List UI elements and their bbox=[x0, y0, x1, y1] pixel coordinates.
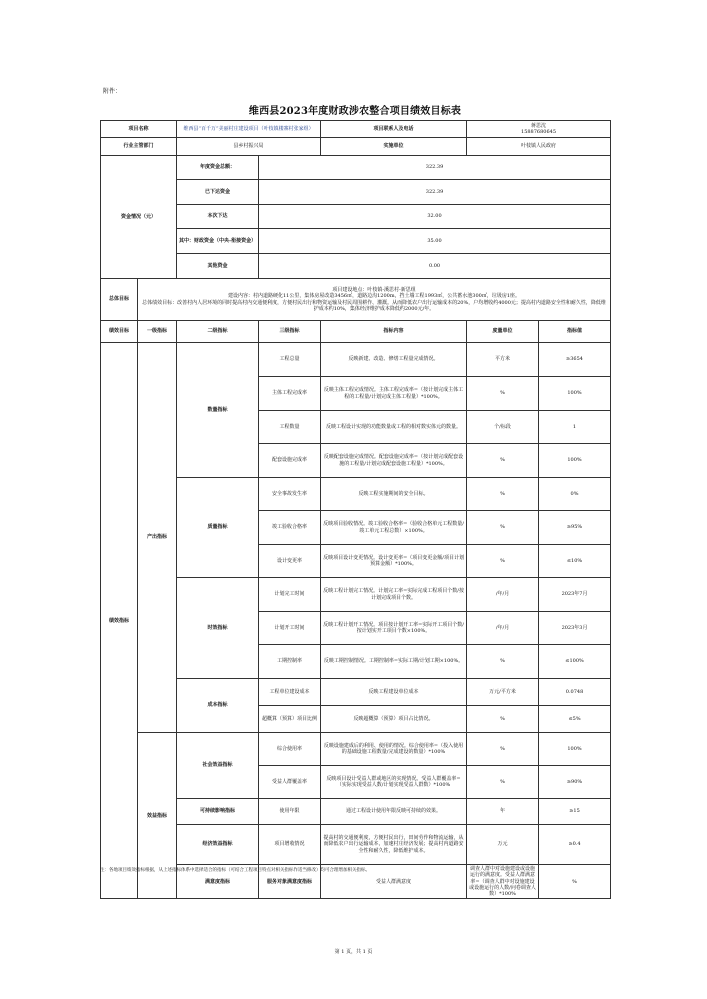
level1-output: 产出指标 bbox=[138, 343, 177, 733]
indicator-value: ≤100% bbox=[539, 645, 611, 679]
indicator-content: 反映主体工程完成情况。主体工程完成率=（按计划完成主体工程的工程量/计划完成主体工程量）*100%。 bbox=[321, 377, 467, 411]
funds-row-label: 年度资金总额： bbox=[177, 156, 259, 180]
indicator-unit: 个/标段 bbox=[467, 411, 539, 444]
level2-economic: 经济效益指标 bbox=[177, 825, 259, 865]
project-name-label: 项目名称 bbox=[101, 121, 177, 138]
indicator-content: 反映设施建成后的利用、使用的情况。综合使用率=（投入使用的基础设施工程数量/完成建设的数量）*100% bbox=[321, 733, 467, 766]
level2-social: 社会效益指标 bbox=[177, 733, 259, 799]
funds-row-value: 0.00 bbox=[259, 254, 611, 279]
dept-value: 县乡村振兴局 bbox=[177, 138, 321, 156]
indicator-name: 受益人群满意度 bbox=[321, 865, 467, 899]
page-number: 第 1 页，共 1 页 bbox=[334, 949, 373, 955]
indicator-value: ≤10% bbox=[539, 545, 611, 578]
funds-row-value: 35.00 bbox=[259, 229, 611, 254]
indicator-name: 设计变更率 bbox=[259, 545, 321, 578]
indicator-unit: % bbox=[467, 545, 539, 578]
indicator-value: ≥15 bbox=[539, 799, 611, 825]
indicator-unit: 万元/平方米 bbox=[467, 679, 539, 706]
perf-indicators-label: 绩效指标 bbox=[101, 343, 138, 899]
indicator-unit: 年 bbox=[467, 799, 539, 825]
indicator-content: 反映工程计划开工情况。项目按计划开工率=实际开工项目个数/按计划实开工项目个数×100%。 bbox=[321, 612, 467, 645]
header-goal: 绩效目标 bbox=[101, 321, 138, 343]
attachment-label: 附件： bbox=[103, 88, 122, 95]
indicator-content: 反映超概算（预算）项目占比情况。 bbox=[321, 706, 467, 733]
funds-row-value: 322.39 bbox=[259, 180, 611, 205]
indicator-name: 工期控制率 bbox=[259, 645, 321, 679]
footnote: 注：各地项目绩效指标根据，从上述指标体系中选择适合的指标（可结合工程项目特点对相关指标作适当修改）均可合理增加相关指标。 bbox=[100, 868, 370, 873]
indicator-unit: % bbox=[467, 645, 539, 679]
level2-timeliness: 时效指标 bbox=[177, 578, 259, 679]
indicator-content: 反映配套设施完成情况。配套设施完成率=（按计划完成配套设施的工程量/计划完成配套设施工程量）*100%。 bbox=[321, 444, 467, 478]
indicator-value: ≥0.4 bbox=[539, 825, 611, 865]
indicator-name: 工程单位建设成本 bbox=[259, 679, 321, 706]
indicator-unit: /年/月 bbox=[467, 612, 539, 645]
indicator-content: 反映项目验收情况。竣工验收合格率=（验收合格单元工程数量/竣工单元工程总数）×100%。 bbox=[321, 511, 467, 545]
indicator-name: 计划开工时间 bbox=[259, 612, 321, 645]
indicator-content: 反映新建、改造、修缮工程量完成情况。 bbox=[321, 343, 467, 377]
indicator-name: 主体工程完成率 bbox=[259, 377, 321, 411]
funds-row-value: 32.00 bbox=[259, 205, 611, 229]
indicator-unit: % bbox=[539, 865, 611, 899]
funds-section-label: 资金情况（元） bbox=[101, 156, 177, 279]
indicator-name: 使用年限 bbox=[259, 799, 321, 825]
project-name-value: 维西县“百千万”美丽村庄建设项目（叶枝镇楼寨村张家组） bbox=[177, 121, 321, 138]
indicator-value: 100% bbox=[539, 733, 611, 766]
indicator-name: 竣工验收合格率 bbox=[259, 511, 321, 545]
indicator-content: 反映项目设计受益人群或地区的实现情况。受益人群覆盖率=（实际实现受益人数/计划实现受益人群数）*100% bbox=[321, 766, 467, 799]
indicator-value: ≥3654 bbox=[539, 343, 611, 377]
indicator-unit: /年/月 bbox=[467, 578, 539, 612]
indicator-unit: % bbox=[467, 444, 539, 478]
indicator-value: 2023年7月 bbox=[539, 578, 611, 612]
funds-row-label: 已下达资金 bbox=[177, 180, 259, 205]
indicator-value: ≥95% bbox=[539, 511, 611, 545]
funds-row-label: 本次下达 bbox=[177, 205, 259, 229]
indicator-name: 安全事故发生率 bbox=[259, 478, 321, 511]
indicator-unit: 万元 bbox=[467, 825, 539, 865]
level2-service: 服务对象满意度指标 bbox=[259, 865, 321, 899]
indicator-name: 综合使用率 bbox=[259, 733, 321, 766]
header-level1: 一级指标 bbox=[138, 321, 177, 343]
indicator-content: 反映工程实施期间的安全目标。 bbox=[321, 478, 467, 511]
level1-satisfaction: 满意度指标 bbox=[177, 865, 259, 899]
level2-cost: 成本指标 bbox=[177, 679, 259, 733]
indicator-unit: % bbox=[467, 377, 539, 411]
overall-goal-label: 总体目标 bbox=[101, 279, 138, 321]
indicator-unit: % bbox=[467, 478, 539, 511]
header-content: 指标内容 bbox=[321, 321, 467, 343]
overall-goal-text: 项目建设地点：叶枝镇-溪思村-新思组 建设内容：村内道路硬化11公里，集体房屋改造3456㎡，道路边沟1200m，挡土墙工程1993㎡，公共蓄水池300㎡，垃圾房1座。 总体绩效目标：改善村内人居环境的同时提高村内交通便利度，方便村民出行和物资运输及村民周围耕作、灌溉。从而降低农户出行运输成本的20%，户均增收约4000元；提高村内道路安全性和耐久性，降低维护成本约10%，集体经济维护成本降低约2000元/年。 bbox=[138, 279, 611, 321]
indicator-content: 反映工程计划完工情况。计划完工率=实际完成工程项目个数/按计划完成项目个数。 bbox=[321, 578, 467, 612]
indicator-content: 调查人群中对设施建设或设施运行的满意度。受益人群满意率=（调查人群中对设施建设或设施运行的人数/问卷调查人数）*100% bbox=[467, 865, 539, 899]
indicator-name: 超概算（预算）项目比例 bbox=[259, 706, 321, 733]
funds-row-label: 其他资金 bbox=[177, 254, 259, 279]
indicator-name: 计划完工时间 bbox=[259, 578, 321, 612]
indicator-unit: % bbox=[467, 766, 539, 799]
funds-row-value: 322.39 bbox=[259, 156, 611, 180]
indicator-value: 1 bbox=[539, 411, 611, 444]
header-level3: 三级指标 bbox=[259, 321, 321, 343]
level2-quality: 质量指标 bbox=[177, 478, 259, 578]
level1-benefit: 效益指标 bbox=[138, 733, 177, 899]
header-unit: 度量单位 bbox=[467, 321, 539, 343]
contact-value: 蒋思沈 15887680645 bbox=[467, 121, 611, 138]
indicator-content: 反映工期控制情况。工期控制率=实际工期/计划工期×100%。 bbox=[321, 645, 467, 679]
indicator-name: 项目增收情况 bbox=[259, 825, 321, 865]
page-title: 维西县2023年度财政涉农整合项目绩效目标表 bbox=[248, 106, 462, 117]
indicator-value: 0.0748 bbox=[539, 679, 611, 706]
contact-label: 项目联系人及电话 bbox=[321, 121, 467, 138]
indicator-unit: % bbox=[467, 511, 539, 545]
dept-label: 行业主管部门 bbox=[101, 138, 177, 156]
level2-quantity: 数量指标 bbox=[177, 343, 259, 478]
funds-row-label: 其中：财政资金（中央-衔接资金） bbox=[177, 229, 259, 254]
indicator-content: 通过工程设计使用年限反映可持续的效果。 bbox=[321, 799, 467, 825]
indicator-unit: 平方米 bbox=[467, 343, 539, 377]
indicator-content: 反映项目设计变更情况。设计变更率=（项目变更金额/项目计划预算金额）*100%。 bbox=[321, 545, 467, 578]
indicator-value: 100% bbox=[539, 377, 611, 411]
impl-unit-value: 叶枝镇人民政府 bbox=[467, 138, 611, 156]
header-value: 指标值 bbox=[539, 321, 611, 343]
level2-sustain: 可持续影响指标 bbox=[177, 799, 259, 825]
indicator-content: 反映工程建设单位成本 bbox=[321, 679, 467, 706]
indicator-name: 配套设施完成率 bbox=[259, 444, 321, 478]
indicator-unit: % bbox=[467, 706, 539, 733]
indicator-value: 2023年3月 bbox=[539, 612, 611, 645]
indicator-value: ≤5% bbox=[539, 706, 611, 733]
impl-unit-label: 实施单位 bbox=[321, 138, 467, 156]
performance-target-table bbox=[100, 120, 611, 899]
indicator-name: 工程数量 bbox=[259, 411, 321, 444]
indicator-name: 工程总量 bbox=[259, 343, 321, 377]
indicator-name: 受益人群覆盖率 bbox=[259, 766, 321, 799]
indicator-content: 反映工程设计实现的功能数量或工程的相对数实体元的数量。 bbox=[321, 411, 467, 444]
header-level2: 二级指标 bbox=[177, 321, 259, 343]
indicator-content: 提高村的交通便利度，方便村民出行，田间劳作和物流运输，从而降低农户出行运输成本，加速村庄经济发展；提高村内道路安全性和耐久性，降低维护成本。 bbox=[321, 825, 467, 865]
indicator-value: ≥90% bbox=[539, 766, 611, 799]
indicator-value: 100% bbox=[539, 444, 611, 478]
indicator-value: 0% bbox=[539, 478, 611, 511]
indicator-unit: % bbox=[467, 733, 539, 766]
